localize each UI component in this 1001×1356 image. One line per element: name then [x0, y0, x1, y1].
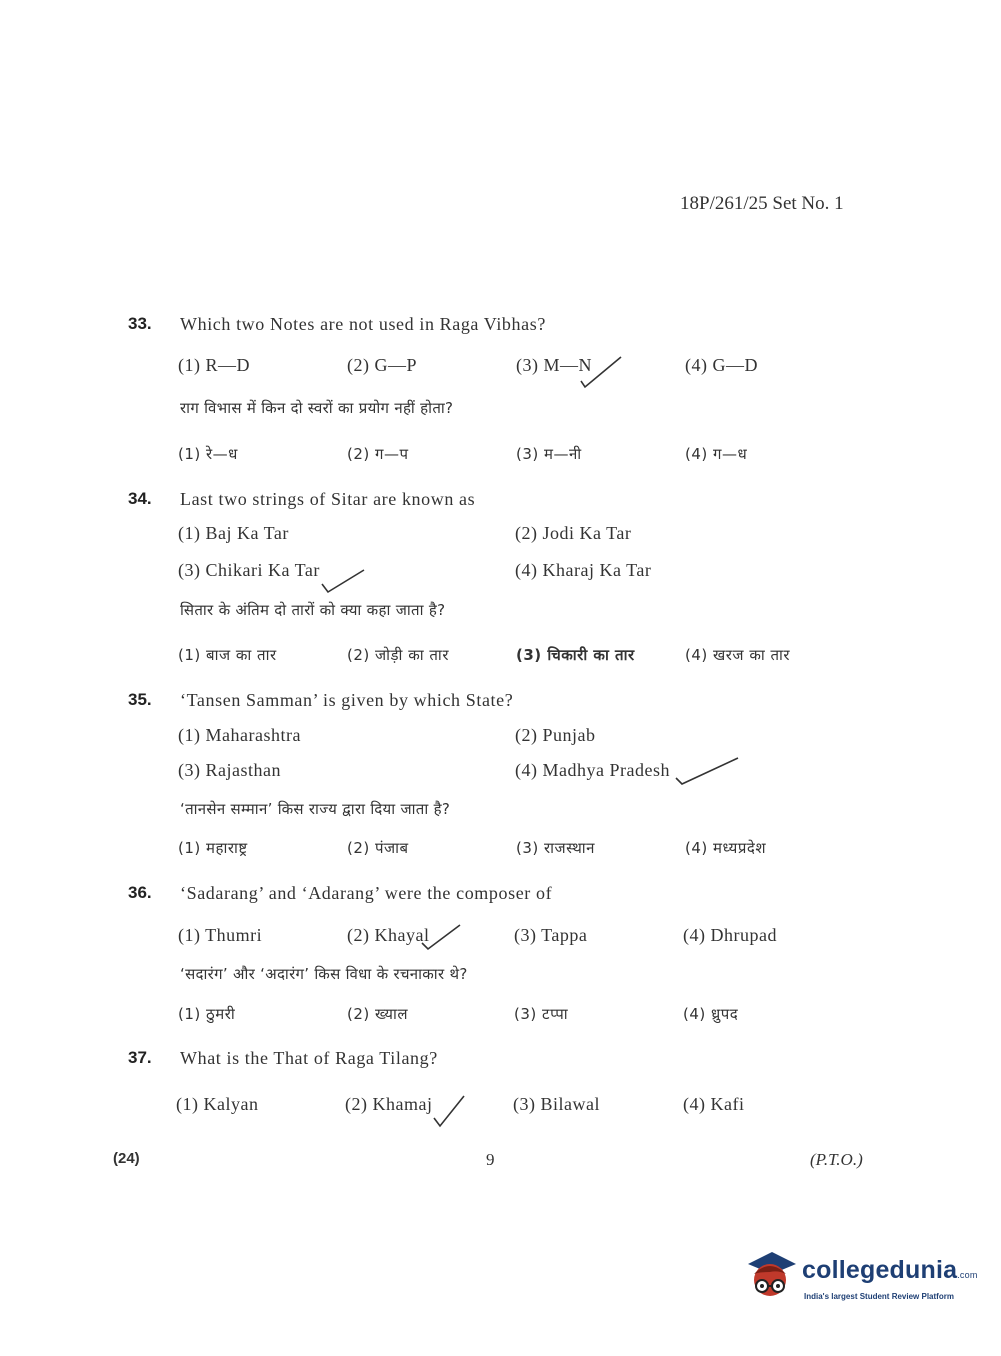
mascot-icon	[742, 1250, 800, 1310]
hindi-option-4: (4) मध्यप्रदेश	[685, 839, 767, 857]
option-3: (3) Chikari Ka Tar	[178, 560, 320, 580]
option-1: (1) Kalyan	[176, 1094, 259, 1114]
option-2: (2) Khamaj	[345, 1094, 433, 1114]
option-4: (4) Dhrupad	[683, 925, 777, 945]
paper-code: 18P/261/25 Set No. 1	[680, 193, 844, 214]
question-text: ‘Tansen Samman’ is given by which State?	[180, 690, 514, 710]
option-4: (4) Kharaj Ka Tar	[515, 560, 652, 580]
question-number: 34.	[128, 489, 152, 508]
option-2: (2) G—P	[347, 355, 417, 375]
tick-mark-icon	[575, 353, 625, 389]
option-4: (4) G—D	[685, 355, 758, 375]
option-1: (1) R—D	[178, 355, 250, 375]
option-2: (2) Punjab	[515, 725, 596, 745]
collegedunia-logo	[742, 1250, 978, 1310]
hindi-option-3: (3) म—नी	[516, 445, 582, 463]
hindi-option-3: (3) टप्पा	[514, 1005, 569, 1023]
footer-code: (24)	[113, 1150, 140, 1167]
option-3: (3) Rajasthan	[178, 760, 281, 780]
hindi-option-3: (3) राजस्थान	[516, 839, 595, 857]
question-text: Which two Notes are not used in Raga Vibhas?	[180, 314, 546, 334]
option-3: (3) Tappa	[514, 925, 588, 945]
option-1: (1) Baj Ka Tar	[178, 523, 289, 543]
option-1: (1) Thumri	[178, 925, 263, 945]
option-4: (4) Madhya Pradesh	[515, 760, 670, 780]
hindi-option-1: (1) महाराष्ट्र	[178, 839, 248, 857]
hindi-option-3: (3) चिकारी का तार	[516, 646, 635, 664]
hindi-option-4: (4) ग—ध	[685, 445, 748, 463]
question-text: What is the That of Raga Tilang?	[180, 1048, 438, 1068]
option-3: (3) Bilawal	[513, 1094, 600, 1114]
hindi-option-1: (1) बाज का तार	[178, 646, 277, 664]
hindi-option-1: (1) रे—ध	[178, 445, 238, 463]
hindi-option-2: (2) ख्याल	[347, 1005, 409, 1023]
hindi-option-2: (2) जोड़ी का तार	[347, 646, 449, 664]
tick-mark-icon	[672, 754, 742, 788]
hindi-option-4: (4) खरज का तार	[685, 646, 791, 664]
logo-wordmark: collegedunia.com	[802, 1256, 978, 1284]
hindi-option-4: (4) ध्रुपद	[683, 1005, 739, 1023]
tick-mark-icon	[428, 1092, 468, 1128]
option-4: (4) Kafi	[683, 1094, 745, 1114]
question-number: 37.	[128, 1048, 152, 1067]
hindi-option-1: (1) ठुमरी	[178, 1005, 236, 1023]
hindi-question-text: ‘सदारंग’ और ‘अदारंग’ किस विधा के रचनाकार थे?	[180, 965, 468, 983]
question-number: 33.	[128, 314, 152, 333]
hindi-question-text: राग विभास में किन दो स्वरों का प्रयोग नहीं होता?	[180, 399, 454, 417]
hindi-option-2: (2) पंजाब	[347, 839, 409, 857]
option-1: (1) Maharashtra	[178, 725, 301, 745]
tick-mark-icon	[418, 921, 464, 953]
option-3: (3) M—N	[516, 355, 592, 375]
logo-tagline: India's largest Student Review Platform	[804, 1292, 954, 1301]
page-number: 9	[486, 1150, 495, 1169]
tick-mark-icon	[318, 564, 368, 594]
option-2: (2) Jodi Ka Tar	[515, 523, 632, 543]
question-text: Last two strings of Sitar are known as	[180, 489, 476, 509]
question-number: 36.	[128, 883, 152, 902]
option-2: (2) Khayal	[347, 925, 430, 945]
hindi-question-text: सितार के अंतिम दो तारों को क्या कहा जाता है?	[180, 601, 446, 619]
question-number: 35.	[128, 690, 152, 709]
question-text: ‘Sadarang’ and ‘Adarang’ were the composer of	[180, 883, 553, 903]
hindi-option-2: (2) ग—प	[347, 445, 409, 463]
pto-note: (P.T.O.)	[810, 1150, 863, 1169]
hindi-question-text: ‘तानसेन सम्मान’ किस राज्य द्वारा दिया जाता है?	[180, 800, 451, 818]
